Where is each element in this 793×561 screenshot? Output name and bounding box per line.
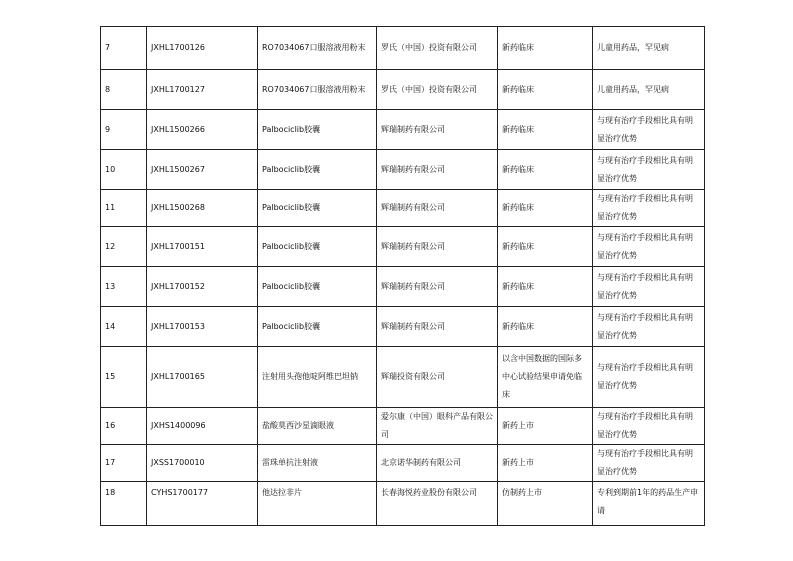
cell-company: 辉瑞制药有限公司 <box>377 110 498 150</box>
cell-application-type: 新药上市 <box>498 408 593 445</box>
table-row <box>101 307 705 347</box>
cell-application-type: 新药临床 <box>498 70 593 110</box>
cell-reason: 与现有治疗手段相比具有明显治疗优势 <box>593 307 705 347</box>
table-body <box>101 27 705 526</box>
cell-reason: 与现有治疗手段相比具有明显治疗优势 <box>593 190 705 227</box>
cell-seq: 8 <box>101 70 147 110</box>
cell-drug-name: Palbociclib胶囊 <box>258 190 377 227</box>
cell-drug-name: 他达拉非片 <box>258 482 377 526</box>
table-row <box>101 347 705 408</box>
cell-drug-name: 雷珠单抗注射液 <box>258 445 377 482</box>
cell-drug-name: Palbociclib胶囊 <box>258 267 377 307</box>
cell-seq: 10 <box>101 150 147 190</box>
cell-company: 辉瑞制药有限公司 <box>377 190 498 227</box>
table-row <box>101 150 705 190</box>
cell-company: 辉瑞制药有限公司 <box>377 227 498 267</box>
cell-reason: 与现有治疗手段相比具有明显治疗优势 <box>593 110 705 150</box>
cell-reason: 与现有治疗手段相比具有明显治疗优势 <box>593 445 705 482</box>
cell-reason: 与现有治疗手段相比具有明显治疗优势 <box>593 150 705 190</box>
cell-seq: 18 <box>101 482 147 526</box>
cell-seq: 9 <box>101 110 147 150</box>
cell-acceptance-number: JXHL1700151 <box>147 227 258 267</box>
table-row <box>101 227 705 267</box>
cell-company: 长春海悦药业股份有限公司 <box>377 482 498 526</box>
cell-company: 辉瑞制药有限公司 <box>377 267 498 307</box>
cell-seq: 12 <box>101 227 147 267</box>
cell-company: 罗氏（中国）投资有限公司 <box>377 27 498 70</box>
cell-application-type: 新药临床 <box>498 190 593 227</box>
cell-drug-name: 注射用头孢他啶阿维巴坦钠 <box>258 347 377 408</box>
cell-reason: 专利到期前1年的药品生产申请 <box>593 482 705 526</box>
cell-reason: 与现有治疗手段相比具有明显治疗优势 <box>593 267 705 307</box>
cell-acceptance-number: CYHS1700177 <box>147 482 258 526</box>
table-row <box>101 110 705 150</box>
cell-seq: 7 <box>101 27 147 70</box>
cell-application-type: 新药临床 <box>498 307 593 347</box>
cell-company: 北京诺华制药有限公司 <box>377 445 498 482</box>
table-row <box>101 408 705 445</box>
cell-application-type: 新药临床 <box>498 27 593 70</box>
cell-company: 爱尔康（中国）眼科产品有限公司 <box>377 408 498 445</box>
table-row <box>101 482 705 526</box>
cell-acceptance-number: JXHS1400096 <box>147 408 258 445</box>
priority-review-drug-table <box>100 26 705 526</box>
cell-acceptance-number: JXHL1700152 <box>147 267 258 307</box>
cell-company: 辉瑞制药有限公司 <box>377 307 498 347</box>
cell-application-type: 以含中国数据的国际多中心试验结果申请免临床 <box>498 347 593 408</box>
cell-application-type: 新药临床 <box>498 227 593 267</box>
cell-reason: 与现有治疗手段相比具有明显治疗优势 <box>593 227 705 267</box>
cell-drug-name: Palbociclib胶囊 <box>258 150 377 190</box>
cell-reason: 与现有治疗手段相比具有明显治疗优势 <box>593 347 705 408</box>
cell-seq: 11 <box>101 190 147 227</box>
cell-company: 辉瑞制药有限公司 <box>377 150 498 190</box>
cell-seq: 17 <box>101 445 147 482</box>
table-row <box>101 267 705 307</box>
cell-reason: 儿童用药品，罕见病 <box>593 27 705 70</box>
cell-drug-name: 盐酸莫西沙星滴眼液 <box>258 408 377 445</box>
table-row <box>101 445 705 482</box>
cell-application-type: 新药临床 <box>498 110 593 150</box>
table-row <box>101 70 705 110</box>
cell-seq: 16 <box>101 408 147 445</box>
cell-acceptance-number: JXHL1700165 <box>147 347 258 408</box>
cell-acceptance-number: JXHL1700153 <box>147 307 258 347</box>
cell-application-type: 新药临床 <box>498 150 593 190</box>
cell-reason: 儿童用药品，罕见病 <box>593 70 705 110</box>
cell-seq: 15 <box>101 347 147 408</box>
cell-acceptance-number: JXHL1500266 <box>147 110 258 150</box>
cell-company: 辉瑞投资有限公司 <box>377 347 498 408</box>
cell-application-type: 新药临床 <box>498 267 593 307</box>
cell-company: 罗氏（中国）投资有限公司 <box>377 70 498 110</box>
cell-acceptance-number: JXHL1700127 <box>147 70 258 110</box>
cell-acceptance-number: JXHL1500268 <box>147 190 258 227</box>
cell-application-type: 新药上市 <box>498 445 593 482</box>
cell-acceptance-number: JXHL1700126 <box>147 27 258 70</box>
cell-application-type: 仿制药上市 <box>498 482 593 526</box>
cell-seq: 13 <box>101 267 147 307</box>
cell-acceptance-number: JXSS1700010 <box>147 445 258 482</box>
table-row <box>101 190 705 227</box>
cell-drug-name: RO7034067口服溶液用粉末 <box>258 70 377 110</box>
cell-drug-name: Palbociclib胶囊 <box>258 227 377 267</box>
cell-drug-name: RO7034067口服溶液用粉末 <box>258 27 377 70</box>
cell-reason: 与现有治疗手段相比具有明显治疗优势 <box>593 408 705 445</box>
cell-drug-name: Palbociclib胶囊 <box>258 110 377 150</box>
cell-seq: 14 <box>101 307 147 347</box>
table-row <box>101 27 705 70</box>
cell-acceptance-number: JXHL1500267 <box>147 150 258 190</box>
cell-drug-name: Palbociclib胶囊 <box>258 307 377 347</box>
